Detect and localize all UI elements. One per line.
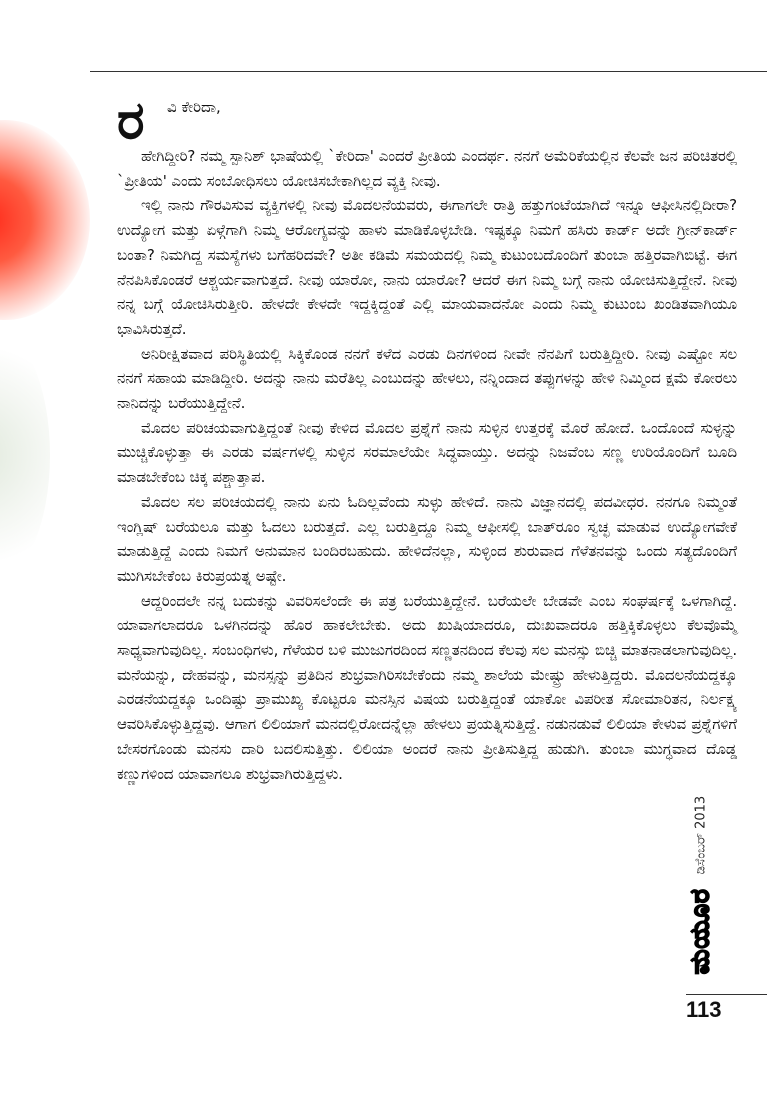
decorative-edge-glow	[0, 120, 90, 320]
paragraph: ಆದ್ದರಿಂದಲೇ ನನ್ನ ಬದುಕನ್ನು ವಿವರಿಸಲೆಂದೇ ಈ ಪತ್ರ ಬರೆಯುತ್ತಿದ್ದೇನೆ. ಬರೆಯಲೇ ಬೇಡವೇ ಎಂಬ ಸಂಘರ್ಷಕ್ಕೆ ಒಳಗಾಗಿದ್ದೆ. ಯಾವಾಗಲಾದರೂ ಒಳಗಿನದನ್ನು ಹೊರ ಹಾಕಲೇಬೇಕು. ಅದು ಖುಷಿಯಾದರೂ, ದುಃಖವಾದರೂ ಹತ್ತಿಕ್ಕಿಕೊಳ್ಳಲು ಕೆಲವೊಮ್ಮೆ ಸಾಧ್ಯವಾಗುವುದಿಲ್ಲ. ಸಂಬಂಧಿಗಳು, ಗೆಳೆಯರ ಬಳಿ ಮುಜುಗರದಿಂದ ಸಣ್ಣತನದಿಂದ ಕೆಲವು ಸಲ ಮನಸ್ಸು ಬಿಚ್ಚಿ ಮಾತನಾಡಲಾಗುವುದಿಲ್ಲ. ಮನೆಯನ್ನು, ದೇಹವನ್ನು, ಮನಸ್ಸನ್ನು ಪ್ರತಿದಿನ ಶುಭ್ರವಾಗಿರಿಸಬೇಕೆಂದು ನಮ್ಮ ಶಾಲೆಯ ಮೇಷ್ಟ್ರು ಹೇಳುತ್ತಿದ್ದರು. ಮೊದಲನೆಯದ್ದಕ್ಕೂ ಎರಡನೆಯದ್ದಕ್ಕೂ ಒಂದಿಷ್ಟು ಪ್ರಾಮುಖ್ಯ ಕೊಟ್ಟರೂ ಮನಸ್ಸಿನ ವಿಷಯ ಬರುತ್ತಿದ್ದಂತೆ ಯಾಕೋ ವಿಪರೀತ ಸೋಮಾರಿತನ, ನಿರ್ಲಕ್ಷ್ಯ ಆವರಿಸಿಕೊಳ್ಳುತ್ತಿದ್ದವು. ಆಗಾಗ ಲಿಲಿಯಾಗೆ ಮನದಲ್ಲಿರೋದನ್ನೆಲ್ಲಾ ಹೇಳಲು ಪ್ರಯತ್ನಿಸುತ್ತಿದ್ದೆ. ನಡುನಡುವೆ ಲಿಲಿಯಾ ಕೇಳುವ ಪ್ರಶ್ನೆಗಳಿಗೆ ಬೇಸರಗೊಂಡು ಮನಸು ದಾರಿ ಬದಲಿಸುತ್ತಿತ್ತು. ಲಿಲಿಯಾ ಅಂದರೆ ನಾನು ಪ್ರೀತಿಸುತ್ತಿದ್ದ ಹುಡುಗಿ. ತುಂಬಾ ಮುಗ್ಧವಾದ ದೊಡ್ಡ ಕಣ್ಣುಗಳಿಂದ ಯಾವಾಗಲೂ ಶುಭ್ರವಾಗಿರುತ್ತಿದ್ದಳು.	[117, 591, 737, 783]
magazine-logo: ಮಯೂರ	[685, 888, 716, 975]
paragraph: ಇಲ್ಲಿ ನಾನು ಗೌರವಿಸುವ ವ್ಯಕ್ತಿಗಳಲ್ಲಿ ನೀವು ಮೊದಲನೆಯವರು, ಈಗಾಗಲೇ ರಾತ್ರಿ ಹತ್ತುಗಂಟೆಯಾಗಿದೆ ಇನ್ನೂ ಆಫೀಸಿನಲ್ಲಿದೀರಾ? ಉದ್ಯೋಗ ಮತ್ತು ಏಳ್ಗೆಗಾಗಿ ನಿಮ್ಮ ಆರೋಗ್ಯವನ್ನು ಹಾಳು ಮಾಡಿಕೊಳ್ಳಬೇಡಿ. ಇಷ್ಟಕ್ಕೂ ನಿಮಗೆ ಹಸಿರು ಕಾರ್ಡ್ ಅದೇ ಗ್ರೀನ್‌ಕಾರ್ಡ್ ಬಂತಾ? ನಿಮಗಿದ್ದ ಸಮಸ್ಯೆಗಳು ಬಗೆಹರಿದವೇ? ಅತೀ ಕಡಿಮೆ ಸಮಯದಲ್ಲಿ ನಿಮ್ಮ ಕುಟುಂಬದೊಂದಿಗೆ ತುಂಬಾ ಹತ್ತಿರವಾಗಿಬಿಟ್ಟೆ. ಈಗ ನೆನಪಿಸಿಕೊಂಡರೆ ಆಶ್ಚರ್ಯವಾಗುತ್ತದೆ. ನೀವು ಯಾರೋ, ನಾನು ಯಾರೋ? ಆದರೆ ಈಗ ನಿಮ್ಮ ಬಗ್ಗೆ ನಾನು ಯೋಚಿಸುತ್ತಿದ್ದೇನೆ. ನೀವು ನನ್ನ ಬಗ್ಗೆ ಯೋಚಿಸಿರುತ್ತೀರಿ. ಹೇಳದೇ ಕೇಳದೇ ಇದ್ದಕ್ಕಿದ್ದಂತೆ ಎಲ್ಲಿ ಮಾಯವಾದನೋ ಎಂದು ನಿಮ್ಮ ಕುಟುಂಬ ಖಂಡಿತವಾಗಿಯೂ ಭಾವಿಸಿರುತ್ತದೆ.	[117, 196, 737, 338]
greeting-text: ವಿ ಕೇರಿದಾ,	[167, 98, 221, 116]
paragraph: ಮೊದಲ ಸಲ ಪರಿಚಯದಲ್ಲಿ ನಾನು ಏನು ಓದಿಲ್ಲವೆಂದು ಸುಳ್ಳು ಹೇಳಿದೆ. ನಾನು ವಿಜ್ಞಾನದಲ್ಲಿ ಪದವೀಧರ. ನನಗೂ ನಿಮ್ಮಂತೆ ಇಂಗ್ಲಿಷ್ ಬರೆಯಲೂ ಮತ್ತು ಓದಲು ಬರುತ್ತದೆ. ಎಲ್ಲ ಬರುತ್ತಿದ್ದೂ ನಿಮ್ಮ ಆಫೀಸಲ್ಲಿ ಬಾತ್‌ರೂಂ ಸ್ವಚ್ಛ ಮಾಡುವ ಉದ್ಯೋಗವೇಕೆ ಮಾಡುತ್ತಿದ್ದೆ ಎಂದು ನಿಮಗೆ ಅನುಮಾನ ಬಂದಿರಬಹುದು. ಹೇಳಿದೆನಲ್ಲಾ, ಸುಳ್ಳಿಂದ ಶುರುವಾದ ಗೆಳೆತನವನ್ನು ಒಂದು ಸತ್ಯದೊಂದಿಗೆ ಮುಗಿಸಬೇಕೆಂಬ ಕಿರುಪ್ರಯತ್ನ ಅಷ್ಟೇ.	[117, 492, 737, 585]
page-number: 113	[686, 997, 722, 1022]
drop-cap: ರ	[117, 91, 145, 151]
paragraph: ಮೊದಲ ಪರಿಚಯವಾಗುತ್ತಿದ್ದಂತೆ ನೀವು ಕೇಳಿದ ಮೊದಲ ಪ್ರಶ್ನೆಗೆ ನಾನು ಸುಳ್ಳಿನ ಉತ್ತರಕ್ಕೆ ಮೊರೆ ಹೋದೆ. ಒಂದೊಂದೆ ಸುಳ್ಳನ್ನು ಮುಚ್ಚಿಕೊಳ್ಳುತ್ತಾ ಈ ಎರಡು ವರ್ಷಗಳಲ್ಲಿ ಸುಳ್ಳಿನ ಸರಮಾಲೆಯೇ ಸಿದ್ಧವಾಯ್ತು. ಅದನ್ನು ನಿಜವೆಂಬ ಸಣ್ಣ ಉರಿಯೊಂದಿಗೆ ಬೂದಿ ಮಾಡಬೇಕೆಂಬ ಚಿಕ್ಕ ಪಶ್ಚಾತ್ತಾಪ.	[117, 418, 737, 487]
page-number-divider	[686, 994, 767, 995]
magazine-sidebar	[686, 790, 716, 980]
decorative-edge-fade	[0, 330, 50, 580]
article-body	[117, 92, 737, 786]
paragraph: ಅನಿರೀಕ್ಷಿತವಾದ ಪರಿಸ್ಥಿತಿಯಲ್ಲಿ ಸಿಕ್ಕಿಕೊಂಡ ನನಗೆ ಕಳೆದ ಎರಡು ದಿನಗಳಿಂದ ನೀವೇ ನೆನಪಿಗೆ ಬರುತ್ತಿದ್ದೀರಿ. ನೀವು ಎಷ್ಟೋ ಸಲ ನನಗೆ ಸಹಾಯ ಮಾಡಿದ್ದೀರಿ. ಅದನ್ನು ನಾನು ಮರೆತಿಲ್ಲ ಎಂಬುದನ್ನು ಹೇಳಲು, ನನ್ನಿಂದಾದ ತಪ್ಪುಗಳನ್ನು ಹೇಳಿ ನಿಮ್ಮಿಂದ ಕ್ಷಮೆ ಕೋರಲು ನಾನಿದನ್ನು ಬರೆಯುತ್ತಿದ್ದೇನೆ.	[117, 344, 737, 413]
top-divider	[90, 71, 767, 72]
salutation	[117, 91, 737, 151]
issue-date: ಡಿಸೆಂಬರ್ 2013	[693, 795, 709, 875]
paragraph: ಹೇಗಿದ್ದೀರಿ? ನಮ್ಮ ಸ್ಪಾನಿಶ್ ಭಾಷೆಯಲ್ಲಿ `ಕೇರಿದಾ' ಎಂದರೆ ಪ್ರೀತಿಯ ಎಂದರ್ಥ. ನನಗೆ ಅಮೆರಿಕೆಯಲ್ಲಿನ ಕೆಲವೇ ಜನ ಪರಿಚಿತರಲ್ಲಿ `ಪ್ರೀತಿಯ' ಎಂದು ಸಂಬೋಧಿಸಲು ಯೋಚಿಸಬೇಕಾಗಿಲ್ಲದ ವ್ಯಕ್ತಿ ನೀವು.	[117, 147, 737, 190]
